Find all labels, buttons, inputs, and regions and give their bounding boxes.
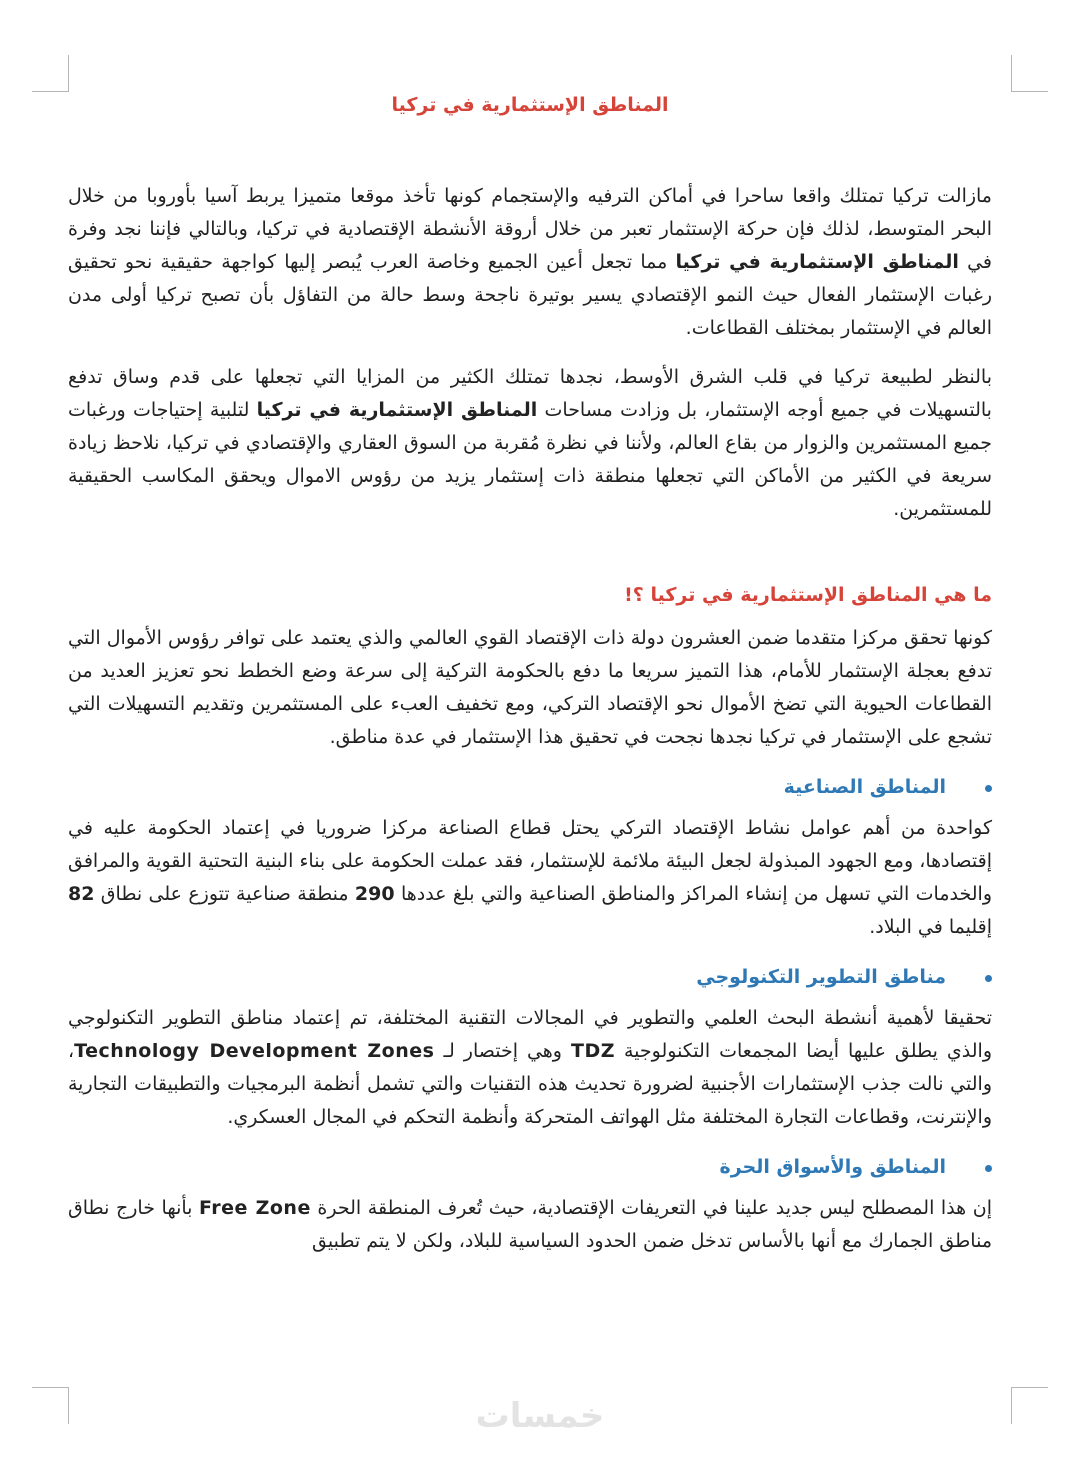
- section-heading: ما هي المناطق الإستثمارية في تركيا ؟!: [624, 584, 992, 606]
- intro-paragraph-1: مازالت تركيا تمتلك واقعا ساحرا في أماكن الترفيه والإستجمام كونها تأخذ موقعا متميزا يربط آسيا بأوروبا من خلال البحر المتوسط، لذلك فإن حركة الإستثمار تعبر من خلال أروقة الأنشطة الإقتصادية في تركيا، وبالتالي فإننا نجد وفرة في المناطق الإستثمارية في تركيا مما تجعل أعين الجميع وخاصة العرب يُبصر إليها كواجهة حقيقية نحو تحقيق رغبات الإستثمار الفعال حيث النمو الإقتصادي يسير بوتيرة ناجحة وسط حالة من التفاؤل بأن تصبح تركيا أولى مدن العالم في الإستثمار بمختلف القطاعات.: [68, 185, 992, 339]
- bold-keyword: المناطق الإستثمارية في تركيا: [675, 251, 959, 273]
- subheading-free-zones: المناطق والأسواق الحرة: [68, 1150, 992, 1184]
- watermark-logo: خمسات: [475, 1396, 605, 1436]
- document-page: [68, 88, 992, 1274]
- crop-mark-top-left: [32, 55, 69, 92]
- intro-paragraph-2: بالنظر لطبيعة تركيا في قلب الشرق الأوسط، نجدها تمتلك الكثير من المزايا التي تجعلها على قدم وساق تدفع بالتسهيلات في جميع أوجه الإستثمار، بل وزادت مساحات المناطق الإستثمارية في تركيا لتلبية إحتياجات ورغبات جميع المستثمرين والزوار من بقاع العالم، ولأننا في نظرة مُقربة من السوق العقاري والإقتصادي في تركيا، نلاحظ زيادة سريعة في الكثير من الأماكن التي تجعلها منطقة ذات إستثمار يزيد من رؤوس الاموال ويحقق المكاسب الحقيقية للمستثمرين.: [68, 366, 992, 520]
- region-count: 82: [68, 883, 95, 905]
- tdz-abbreviation: TDZ: [570, 1040, 615, 1062]
- tech-zones-paragraph: تحقيقا لأهمية أنشطة البحث العلمي والتطوير في المجالات التقنية المختلفة، تم إعتماد مناطق التطوير التكنولوجي والذي يطلق عليها أيضا المجمعات التكنولوجية TDZ وهي إختصار لـ Technology Development Zones، والتي نالت جذب الإستثمارات الأجنبية لضرورة تحديث هذه التقنيات والتي تشمل أنظمة البرمجيات والتطبيقات التجارية والإنترنت، وقطاعات التجارة المختلفة مثل الهواتف المتحركة وأنظمة التحكم في المجال العسكري.: [68, 1007, 992, 1128]
- free-zones-paragraph: إن هذا المصطلح ليس جديد علينا في التعريفات الإقتصادية، حيث تُعرف المنطقة الحرة Free Zone بأنها خارج نطاق مناطق الجمارك مع أنها بالأساس تدخل ضمن الحدود السياسية للبلاد، ولكن لا يتم تطبيق: [68, 1197, 993, 1252]
- bold-keyword: المناطق الإستثمارية في تركيا: [256, 399, 538, 421]
- tdz-full-name: Technology Development Zones: [74, 1040, 435, 1062]
- bullet-icon: [985, 785, 992, 792]
- section-paragraph: كونها تحقق مركزا متقدما ضمن العشرون دولة ذات الإقتصاد القوي العالمي والذي يعتمد على توافر رؤوس الأموال التي تدفع بعجلة الإستثمار للأمام، هذا التميز سريعا ما دفع بالحكومة التركية إلى سرعة وضع الخطط نحو تعزيز العديد من القطاعات الحيوية التي تضخ الأموال نحو الإقتصاد التركي، ومع تخفيف العبء على المستثمرين وتقديم التسهيلات التي تشجع على الإستثمار في تركيا نجدها نجحت في تحقيق هذا الإستثمار في عدة مناطق.: [68, 627, 992, 748]
- subheading-industrial-zones: المناطق الصناعية: [68, 770, 992, 804]
- crop-mark-top-right: [1011, 55, 1048, 92]
- industrial-zones-paragraph: كواحدة من أهم عوامل نشاط الإقتصاد التركي يحتل قطاع الصناعة مركزا ضروريا في إعتماد الحكومة عليه في إقتصادها، ومع الجهود المبذولة لجعل البيئة ملائمة للإستثمار، فقد عملت الحكومة على بناء البنية التحتية القوية والمرافق والخدمات التي تسهل من إنشاء المراكز والمناطق الصناعية والتي بلغ عددها 290 منطقة صناعية تتوزع على نطاق 82 إقليما في البلاد.: [68, 817, 992, 938]
- industrial-zone-count: 290: [354, 883, 395, 905]
- document-title: المناطق الإستثمارية في تركيا: [391, 94, 669, 116]
- bullet-icon: [985, 975, 992, 982]
- free-zone-term: Free Zone: [199, 1197, 311, 1219]
- bullet-icon: [985, 1165, 992, 1172]
- subheading-tech-zones: مناطق التطوير التكنولوجي: [68, 960, 992, 994]
